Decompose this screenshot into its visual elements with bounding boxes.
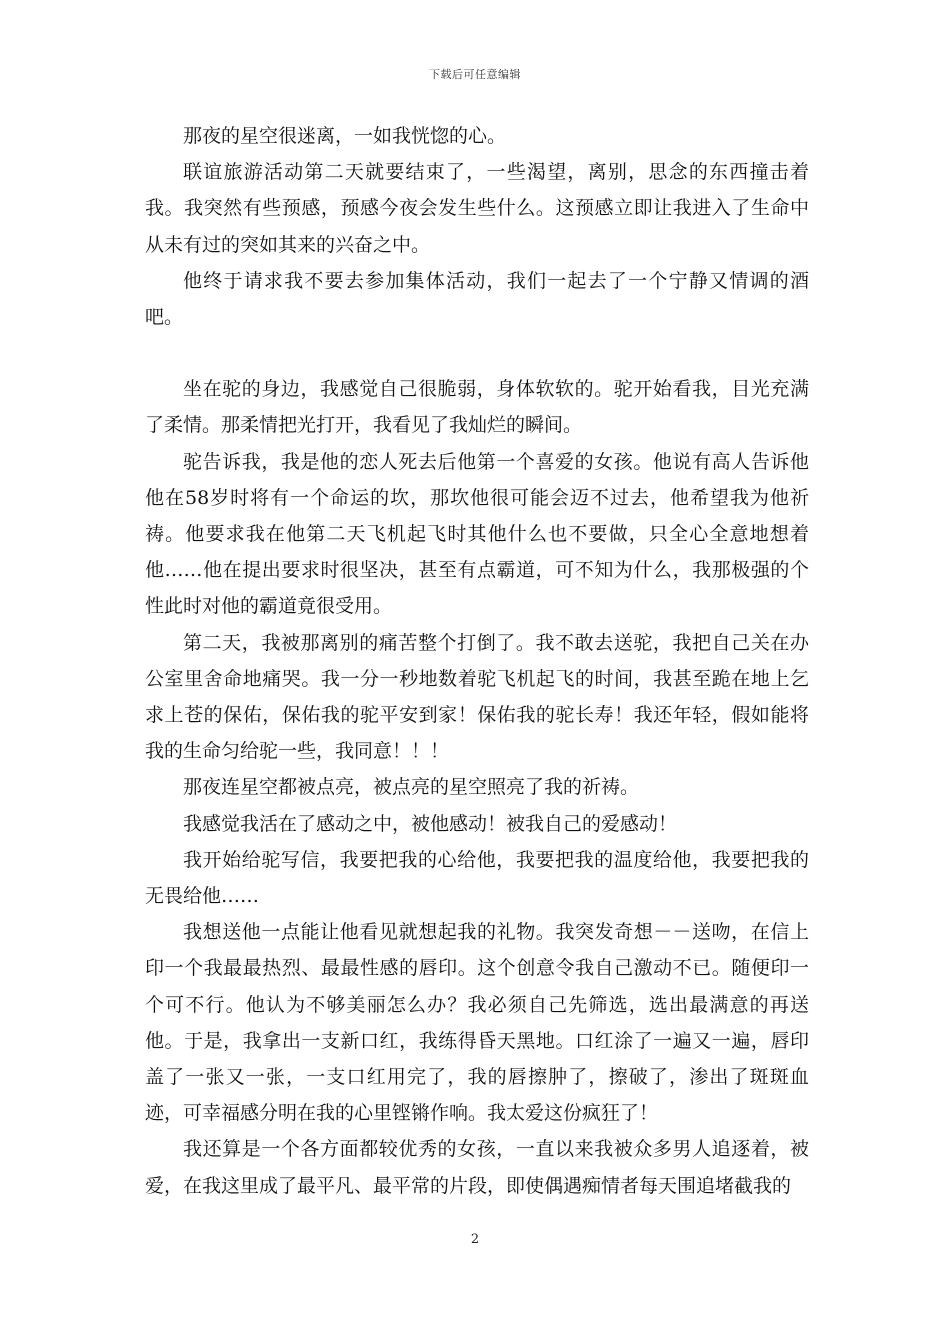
paragraph: 坐在驼的身边，我感觉自己很脆弱，身体软软的。驼开始看我，目光充满了柔情。那柔情把光打开，我看见了我灿烂的瞬间。 [145, 378, 809, 437]
paragraph: 那夜连星空都被点亮，被点亮的星空照亮了我的祈祷。 [183, 776, 640, 799]
paragraph: 那夜的星空很迷离，一如我恍惚的心。 [183, 125, 507, 147]
paragraph: 我感觉我活在了感动之中，被他感动！被我自己的爱感动！ [183, 812, 678, 835]
document-body [145, 118, 809, 1204]
paragraph: 我还算是一个各方面都较优秀的女孩，一直以来我被众多男人追逐着，被爱，在我这里成了最平凡、最平常的片段，即使偶遇痴情者每天围追堵截我的 [145, 1138, 809, 1197]
paragraph: 他终于请求我不要去参加集体活动，我们一起去了一个宁静又情调的酒吧。 [145, 269, 809, 329]
page-number: 2 [470, 1232, 480, 1247]
paragraph: 我想送他一点能让他看见就想起我的礼物。我突发奇想－－送吻，在信上印一个我最最热烈、最最性感的唇印。这个创意令我自己激动不已。随便印一个可不行。他认为不够美丽怎么办？我必须自己先筛选，选出最满意的再送他。于是，我拿出一支新口红，我练得昏天黑地。口红涂了一遍又一遍，唇印盖了一张又一张，一支口红用完了，我的唇擦肿了，擦破了，渗出了斑斑血迹，可幸福感分明在我的心里铿锵作响。我太爱这份疯狂了！ [145, 921, 809, 1125]
paragraph: 驼告诉我，我是他的恋人死去后他第一个喜爱的女孩。他说有高人告诉他他在58岁时将有一个命运的坎，那坎他很可能会迈不过去，他希望我为他祈祷。他要求我在他第二天飞机起飞时其他什么也不要做，只全心全意地想着他……他在提出要求时很坚决，甚至有点霸道，可不知为什么，我那极强的个性此时对他的霸道竟很受用。 [145, 450, 809, 618]
paragraph: 第二天，我被那离别的痛苦整个打倒了。我不敢去送驼，我把自己关在办公室里舍命地痛哭。我一分一秒地数着驼飞机起飞的时间，我甚至跪在地上乞求上苍的保佑，保佑我的驼平安到家！保佑我的驼长寿！我还年轻，假如能将我的生命匀给驼一些，我同意！！！ [145, 631, 809, 763]
page-header: 下载后可任意编辑 [429, 68, 521, 81]
paragraph: 我开始给驼写信，我要把我的心给他，我要把我的温度给他，我要把我的无畏给他…… [145, 848, 809, 908]
paragraph: 联谊旅游活动第二天就要结束了，一些渴望，离别，思念的东西撞击着我。我突然有些预感，预感今夜会发生些什么。这预感立即让我进入了生命中从未有过的突如其来的兴奋之中。 [145, 161, 809, 256]
